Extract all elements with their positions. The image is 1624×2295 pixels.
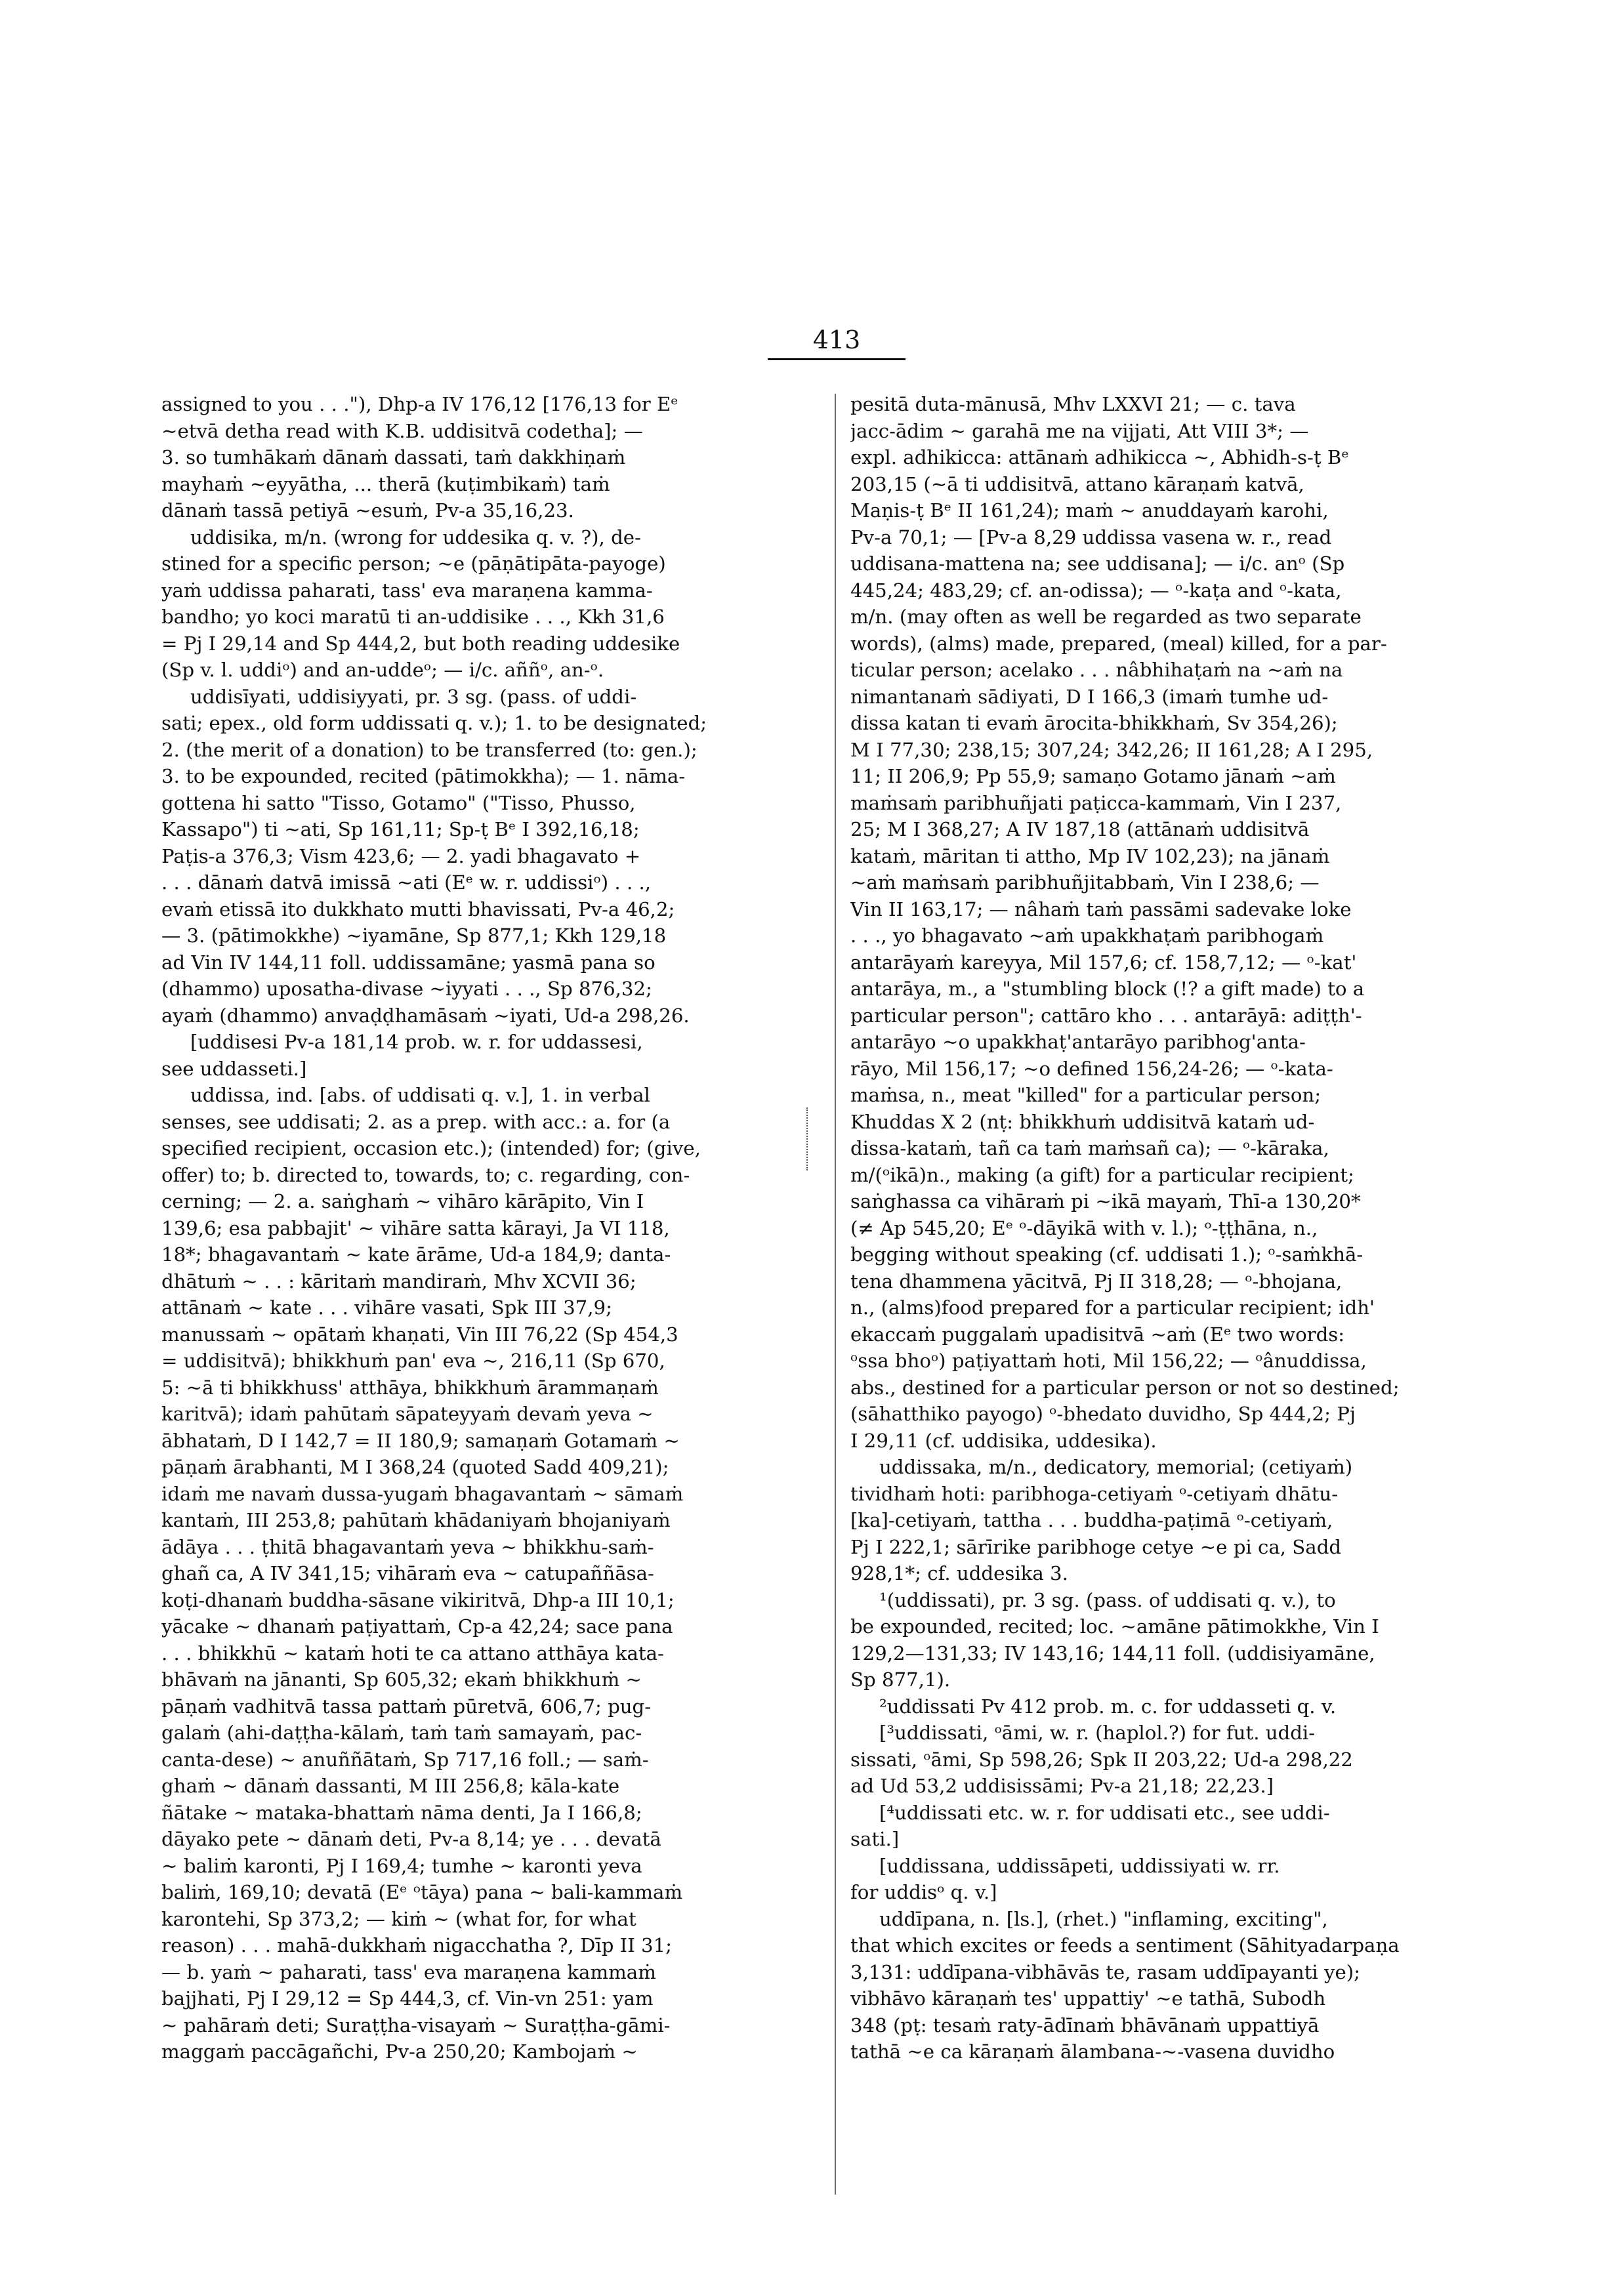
- text-line: 2. (the merit of a donation) to be transferred (to: gen.);: [161, 738, 697, 761]
- text-line: baliṁ, 169,10; devatā (Eᵉ ᵒtāya) pana ~ bali-kammaṁ: [161, 1881, 683, 1903]
- text-line: mayhaṁ ~eyyātha, ... therā (kuṭimbikaṁ) taṁ: [161, 472, 610, 495]
- text-line: (Sp v. l. uddiᵒ) and an-uddeᵒ; — i/c. aññᵒ, an-ᵒ.: [161, 659, 604, 681]
- text-line: canta-dese) ~ anuññātaṁ, Sp 717,16 foll.; — saṁ-: [161, 1748, 649, 1771]
- text-line: dissa katan ti evaṁ ārocita-bhikkhaṁ, Sv 354,26);: [850, 712, 1338, 734]
- text-line: yācake ~ dhanaṁ paṭiyattaṁ, Cp-a 42,24; sace pana: [161, 1615, 673, 1638]
- text-line: 5: ~ā ti bhikkhuss' atthāya, bhikkhuṁ ārammaṇaṁ: [161, 1376, 659, 1399]
- text-line: [uddisesi Pv-a 181,14 prob. w. r. for uddassesi,: [190, 1031, 643, 1053]
- text-line: sissati, ᵒāmi, Sp 598,26; Spk II 203,22; Ud-a 298,22: [850, 1748, 1353, 1771]
- text-line: Vin II 163,17; — nâhaṁ taṁ passāmi sadevake loke: [850, 898, 1352, 920]
- text-line: koṭi-dhanaṁ buddha-sāsane vikiritvā, Dhp-a III 10,1;: [161, 1588, 675, 1611]
- text-line: (dhammo) uposatha-divase ~iyyati . . ., Sp 876,32;: [161, 978, 652, 1000]
- text-line: dhātuṁ ~ . . : kāritaṁ mandiraṁ, Mhv XCVII 36;: [161, 1270, 636, 1292]
- text-line: that which excites or feeds a sentiment (Sāhityadarpaṇa: [850, 1934, 1400, 1956]
- text-line: maggaṁ paccāgañchi, Pv-a 250,20; Kambojaṁ ~: [161, 2040, 638, 2063]
- text-line: vibhāvo kāraṇaṁ tes' uppattiy' ~e tathā, Subodh: [850, 1987, 1326, 2010]
- text-line: nimantanaṁ sādiyati, D I 166,3 (imaṁ tumhe ud-: [850, 685, 1329, 708]
- text-line: attānaṁ ~ kate . . . vihāre vasati, Spk III 37,9;: [161, 1296, 612, 1319]
- text-line: ghañ ca, A IV 341,15; vihāraṁ eva ~ catupaññāsa-: [161, 1562, 654, 1584]
- text-line: Sp 877,1).: [850, 1668, 951, 1691]
- text-line: M I 77,30; 238,15; 307,24; 342,26; II 161,28; A I 295,: [850, 738, 1373, 761]
- text-line: [³uddissati, ᵒāmi, w. r. (haplol.?) for fut. uddi-: [879, 1722, 1316, 1744]
- text-line: abs., destined for a particular person or not so destined;: [850, 1376, 1400, 1399]
- text-line: 445,24; 483,29; cf. an-odissa); — ᵒ-kaṭa and ᵒ-kata,: [850, 579, 1342, 602]
- page-number: 413: [812, 325, 861, 354]
- text-line: dissa-kataṁ, tañ ca taṁ maṁsañ ca); — ᵒ-kāraka,: [850, 1137, 1329, 1159]
- text-line: kantaṁ, III 253,8; pahūtaṁ khādaniyaṁ bhojaniyaṁ: [161, 1509, 671, 1531]
- text-line: specified recipient, occasion etc.); (intended) for; (give,: [161, 1137, 701, 1159]
- text-line: m/n. (may often as well be regarded as two separate: [850, 606, 1362, 628]
- text-line: bandho; yo koci maratū ti an-uddisike . . ., Kkh 31,6: [161, 606, 665, 628]
- text-line: ~ baliṁ karonti, Pj I 169,4; tumhe ~ karonti yeva: [161, 1854, 642, 1877]
- text-line: . . . dānaṁ datvā imissā ~ati (Eᵉ w. r. uddissiᵒ) . . .,: [161, 871, 652, 894]
- margin-mark: [806, 1107, 809, 1170]
- column-divider: [835, 394, 836, 2195]
- text-line: maṁsa, n., meat "killed" for a particular person;: [850, 1084, 1322, 1106]
- text-line: ad Vin IV 144,11 foll. uddissamāne; yasmā pana so: [161, 951, 656, 974]
- text-line: uddissaka, m/n., dedicatory, memorial; (cetiyaṁ): [879, 1456, 1353, 1478]
- text-line: kataṁ, māritan ti attho, Mp IV 102,23); na jānaṁ: [850, 844, 1330, 867]
- text-line: (≠ Ap 545,20; Eᵉ ᵒ-dāyikā with v. l.); ᵒ-ṭṭhāna, n.,: [850, 1216, 1318, 1239]
- text-line: saṅghassa ca vihāraṁ pi ~ikā mayaṁ, Thī-a 130,20*: [850, 1190, 1361, 1212]
- text-line: sati; epex., old form uddissati q. v.); 1. to be designated;: [161, 712, 707, 734]
- text-line: 928,1*; cf. uddesika 3.: [850, 1562, 1068, 1584]
- text-line: 11; II 206,9; Pp 55,9; samaṇo Gotamo jānaṁ ~aṁ: [850, 765, 1336, 787]
- text-line: uddissa, ind. [abs. of uddisati q. v.], 1. in verbal: [190, 1084, 650, 1106]
- text-line: tathā ~e ca kāraṇaṁ ālambana-~-vasena duvidho: [850, 2040, 1335, 2063]
- text-line: pāṇaṁ ārabhanti, M I 368,24 (quoted Sadd 409,21);: [161, 1456, 669, 1478]
- text-line: 139,6; esa pabbajit' ~ vihāre satta kārayi, Ja VI 118,: [161, 1216, 670, 1239]
- text-line: — 3. (pātimokkhe) ~iyamāne, Sp 877,1; Kkh 129,18: [161, 924, 667, 947]
- text-line: 3. so tumhākaṁ dānaṁ dassati, taṁ dakkhiṇaṁ: [161, 446, 626, 468]
- text-line: ~etvā detha read with K.B. uddisitvā codetha]; —: [161, 419, 643, 442]
- text-line: dāyako pete ~ dānaṁ deti, Pv-a 8,14; ye . . . devatā: [161, 1828, 661, 1850]
- text-line: Maṇis-ṭ Bᵉ II 161,24); maṁ ~ anuddayaṁ karohi,: [850, 499, 1329, 522]
- text-line: ticular person; acelako . . . nâbhihaṭaṁ na ~aṁ na: [850, 659, 1343, 681]
- text-line: reason) . . . mahā-dukkhaṁ nigacchatha ?, Dīp II 31;: [161, 1934, 672, 1956]
- text-line: 3. to be expounded, recited (pātimokkha); — 1. nāma-: [161, 765, 686, 787]
- text-line: for uddisᵒ q. v.]: [850, 1881, 997, 1903]
- text-line: . . . bhikkhū ~ kataṁ hoti te ca attano atthāya kata-: [161, 1642, 664, 1664]
- text-line: tena dhammena yācitvā, Pj II 318,28; — ᵒ-bhojana,: [850, 1270, 1343, 1292]
- text-line: = uddisitvā); bhikkhuṁ pan' eva ~, 216,11 (Sp 670,: [161, 1350, 665, 1372]
- text-line: karitvā); idaṁ pahūtaṁ sāpateyyaṁ devaṁ yeva ~: [161, 1403, 654, 1425]
- text-line: 25; M I 368,27; A IV 187,18 (attānaṁ uddisitvā: [850, 818, 1310, 840]
- text-line: gottena hi satto "Tisso, Gotamo" ("Tisso, Phusso,: [161, 791, 636, 814]
- text-line: begging without speaking (cf. uddisati 1.); ᵒ-saṁkhā-: [850, 1243, 1364, 1266]
- text-line: ādāya . . . ṭhitā bhagavantaṁ yeva ~ bhikkhu-saṁ-: [161, 1535, 654, 1558]
- right-column: [850, 391, 1508, 2065]
- text-line: uddisika, m/n. (wrong for uddesika q. v. ?), de-: [190, 526, 641, 548]
- text-line: 129,2—131,33; IV 143,16; 144,11 foll. (uddisiyamāne,: [850, 1642, 1375, 1664]
- text-line: (sāhatthiko payogo) ᵒ-bhedato duvidho, Sp 444,2; Pj: [850, 1403, 1356, 1425]
- text-line: = Pj I 29,14 and Sp 444,2, but both reading uddesike: [161, 632, 680, 655]
- text-line: Pv-a 70,1; — [Pv-a 8,29 uddissa vasena w. r., read: [850, 526, 1332, 548]
- text-line: manussaṁ ~ opātaṁ khaṇati, Vin III 76,22 (Sp 454,3: [161, 1323, 678, 1346]
- text-line: karontehi, Sp 373,2; — kiṁ ~ (what for, for what: [161, 1907, 636, 1930]
- text-line: — b. yaṁ ~ paharati, tass' eva maraṇena kammaṁ: [161, 1960, 656, 1983]
- text-line: [uddissana, uddissāpeti, uddissiyati w. rr.: [879, 1854, 1280, 1877]
- text-line: cerning; — 2. a. saṅghaṁ ~ vihāro kārāpito, Vin I: [161, 1190, 644, 1212]
- text-line: ekaccaṁ puggalaṁ upadisitvā ~aṁ (Eᵉ two words:: [850, 1323, 1345, 1346]
- text-line: see uddasseti.]: [161, 1057, 307, 1080]
- text-line: 348 (pṭ: tesaṁ raty-ādīnaṁ bhāvānaṁ uppattiyā: [850, 2014, 1320, 2037]
- text-line: [ka]-cetiyaṁ, tattha . . . buddha-paṭimā ᵒ-cetiyaṁ,: [850, 1509, 1333, 1531]
- text-line: Pj I 222,1; sārīrike paribhoge cetye ~e pi ca, Sadd: [850, 1535, 1342, 1558]
- text-line: n., (alms)food prepared for a particular recipient; idh': [850, 1296, 1375, 1319]
- text-line: dānaṁ tassā petiyā ~esuṁ, Pv-a 35,16,23.: [161, 499, 574, 522]
- text-line: 203,15 (~ā ti uddisitvā, attano kāraṇaṁ katvā,: [850, 472, 1304, 495]
- text-line: be expounded, recited; loc. ~amāne pātimokkhe, Vin I: [850, 1615, 1379, 1638]
- text-line: pāṇaṁ vadhitvā tassa pattaṁ pūretvā, 606,7; pug-: [161, 1695, 652, 1718]
- text-line: sati.]: [850, 1828, 900, 1850]
- text-line: 3,131: uddīpana-vibhāvās te, rasam uddīpayanti ye);: [850, 1960, 1361, 1983]
- text-line: Paṭis-a 376,3; Vism 423,6; — 2. yadi bhagavato +: [161, 844, 641, 867]
- text-line: ¹(uddissati), pr. 3 sg. (pass. of uddisati q. v.), to: [879, 1588, 1336, 1611]
- text-line: antarāya, m., a "stumbling block (!? a gift made) to a: [850, 978, 1365, 1000]
- text-line: pesitā duta-mānusā, Mhv LXXVI 21; — c. tava: [850, 393, 1296, 415]
- text-line: evaṁ etissā ito dukkhato mutti bhavissati, Pv-a 46,2;: [161, 898, 675, 920]
- text-line: uddisana-mattena na; see uddisana]; — i/c. anᵒ (Sp: [850, 552, 1345, 575]
- text-line: ~ pahāraṁ deti; Suraṭṭha-visayaṁ ~ Suraṭṭha-gāmi-: [161, 2014, 671, 2037]
- text-line: senses, see uddisati; 2. as a prep. with acc.: a. for (a: [161, 1110, 671, 1133]
- text-line: Khuddas X 2 (nṭ: bhikkhuṁ uddisitvā kataṁ ud-: [850, 1110, 1315, 1133]
- header-rule: [768, 358, 906, 360]
- text-line: words), (alms) made, prepared, (meal) killed, for a par-: [850, 632, 1387, 655]
- text-line: yaṁ uddissa paharati, tass' eva maraṇena kamma-: [161, 579, 653, 602]
- text-line: Kassapo") ti ~ati, Sp 161,11; Sp-ṭ Bᵉ I 392,16,18;: [161, 818, 640, 840]
- text-line: jacc-ādim ~ garahā me na vijjati, Att VIII 3*; —: [850, 419, 1309, 442]
- text-line: bhāvaṁ na jānanti, Sp 605,32; ekaṁ bhikkhuṁ ~: [161, 1668, 642, 1691]
- text-line: ghaṁ ~ dānaṁ dassanti, M III 256,8; kāla-kate: [161, 1775, 620, 1797]
- text-line: ᵒssa bhoᵒ) paṭiyattaṁ hoti, Mil 156,22; — ᵒânuddissa,: [850, 1350, 1367, 1372]
- left-column: [161, 391, 819, 2065]
- text-line: uddisīyati, uddisiyyati, pr. 3 sg. (pass. of uddi-: [190, 685, 637, 708]
- text-line: assigned to you . . ."), Dhp-a IV 176,12 [176,13 for Eᵉ: [161, 393, 678, 415]
- text-line: idaṁ me navaṁ dussa-yugaṁ bhagavantaṁ ~ sāmaṁ: [161, 1482, 684, 1505]
- text-line: expl. adhikicca: attānaṁ adhikicca ~, Abhidh-s-ṭ Bᵉ: [850, 446, 1349, 468]
- text-line: tividhaṁ hoti: paribhoga-cetiyaṁ ᵒ-cetiyaṁ dhātu-: [850, 1482, 1339, 1505]
- text-line: maṁsaṁ paribhuñjati paṭicca-kammaṁ, Vin I 237,: [850, 791, 1342, 814]
- text-line: ad Ud 53,2 uddisissāmi; Pv-a 21,18; 22,23.]: [850, 1775, 1274, 1797]
- text-line: galaṁ (ahi-daṭṭha-kālaṁ, taṁ taṁ samayaṁ, pac-: [161, 1722, 642, 1744]
- text-line: ²uddissati Pv 412 prob. m. c. for uddasseti q. v.: [879, 1695, 1337, 1718]
- text-line: rāyo, Mil 156,17; ~o defined 156,24-26; — ᵒ-kata-: [850, 1057, 1333, 1080]
- text-line: antarāyaṁ kareyya, Mil 157,6; cf. 158,7,12; — ᵒ-kat': [850, 951, 1357, 974]
- text-line: ñātake ~ mataka-bhattaṁ nāma denti, Ja I 166,8;: [161, 1801, 642, 1824]
- text-line: m/(ᵒikā)n., making (a gift) for a particular recipient;: [850, 1163, 1354, 1186]
- text-line: 18*; bhagavantaṁ ~ kate ārāme, Ud-a 184,9; danta-: [161, 1243, 671, 1266]
- text-line: bajjhati, Pj I 29,12 = Sp 444,3, cf. Vin-vn 251: yam: [161, 1987, 654, 2010]
- text-line: . . ., yo bhagavato ~aṁ upakkhaṭaṁ paribhogaṁ: [850, 924, 1324, 947]
- text-line: antarāyo ~o upakkhaṭ'antarāyo paribhog'anta-: [850, 1031, 1306, 1053]
- text-line: [⁴uddissati etc. w. r. for uddisati etc., see uddi-: [879, 1801, 1330, 1824]
- text-line: stined for a specific person; ~e (pāṇātipāta-payoge): [161, 552, 666, 575]
- text-line: ~aṁ maṁsaṁ paribhuñjitabbaṁ, Vin I 238,6; —: [850, 871, 1320, 894]
- text-line: I 29,11 (cf. uddisika, uddesika).: [850, 1429, 1157, 1452]
- text-line: offer) to; b. directed to, towards, to; c. regarding, con-: [161, 1163, 690, 1186]
- text-line: particular person"; cattāro kho . . . antarāyā: adiṭṭh'-: [850, 1004, 1362, 1027]
- text-line: ayaṁ (dhammo) anvaḍḍhamāsaṁ ~iyati, Ud-a 298,26.: [161, 1004, 690, 1027]
- text-line: ābhataṁ, D I 142,7 = II 180,9; samaṇaṁ Gotamaṁ ~: [161, 1429, 680, 1452]
- text-line: uddīpana, n. [ls.], (rhet.) "inflaming, exciting",: [879, 1907, 1328, 1930]
